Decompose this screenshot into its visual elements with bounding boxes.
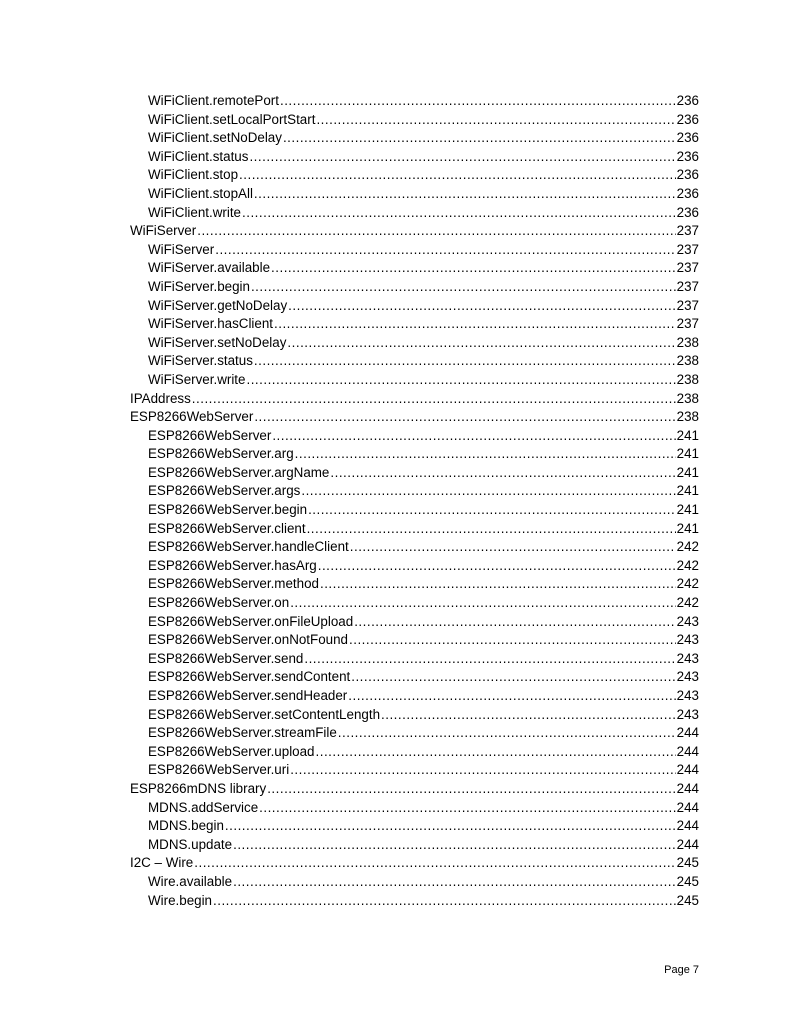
toc-entry-page: 237 [676, 241, 699, 257]
toc-dot-leader [316, 111, 675, 130]
toc-entry-page: 236 [676, 185, 699, 201]
toc-entry[interactable] [130, 594, 699, 613]
toc-dot-leader [280, 92, 676, 111]
toc-entry-title: ESP8266WebServer.arg [148, 446, 294, 462]
toc-dot-leader [233, 836, 676, 855]
toc-entry[interactable] [130, 148, 699, 167]
toc-entry[interactable] [130, 538, 699, 557]
toc-entry-title: Wire.begin [148, 892, 213, 908]
toc-entry[interactable] [130, 520, 699, 539]
toc-entry[interactable] [130, 650, 699, 669]
toc-entry[interactable] [130, 817, 699, 836]
toc-dot-leader [290, 761, 675, 780]
toc-entry[interactable] [130, 464, 699, 483]
toc-entry-page: 238 [676, 353, 699, 369]
toc-entry-title: ESP8266WebServer.method [148, 576, 319, 592]
toc-entry-page: 237 [676, 260, 699, 276]
toc-entry-page: 243 [676, 613, 699, 629]
toc-entry[interactable] [130, 427, 699, 446]
toc-entry-page: 237 [676, 223, 699, 239]
toc-entry-page: 245 [676, 855, 699, 871]
toc-dot-leader [246, 371, 675, 390]
toc-dot-leader [350, 538, 676, 557]
toc-entry-title: ESP8266WebServer.onNotFound [148, 632, 348, 648]
toc-entry-title: ESP8266WebServer.begin [148, 502, 308, 518]
toc-entry-title: WiFiServer [130, 223, 197, 239]
toc-entry-page: 244 [676, 836, 699, 852]
toc-entry-title: ESP8266WebServer.onFileUpload [148, 613, 354, 629]
toc-entry[interactable] [130, 836, 699, 855]
toc-entry-title: ESP8266WebServer.handleClient [148, 539, 349, 555]
toc-entry-title: WiFiServer.hasClient [148, 316, 274, 332]
toc-entry-title: ESP8266WebServer.hasArg [148, 557, 317, 573]
toc-entry-page: 244 [676, 762, 699, 778]
toc-entry[interactable] [130, 854, 699, 873]
toc-dot-leader [316, 743, 676, 762]
toc-dot-leader [271, 259, 676, 278]
toc-entry[interactable] [130, 743, 699, 762]
toc-entry-page: 244 [676, 818, 699, 834]
toc-dot-leader [308, 501, 676, 520]
toc-entry-page: 243 [676, 669, 699, 685]
toc-entry-title: WiFiClient.stop [148, 167, 239, 183]
toc-entry-title: WiFiServer.available [148, 260, 271, 276]
toc-entry[interactable] [130, 706, 699, 725]
toc-dot-leader [304, 650, 675, 669]
toc-entry[interactable] [130, 761, 699, 780]
toc-entry-title: WiFiClient.stopAll [148, 185, 253, 201]
toc-entry-title: WiFiServer.getNoDelay [148, 297, 288, 313]
toc-entry-title: ESP8266WebServer [130, 409, 254, 425]
toc-entry-page: 241 [676, 446, 699, 462]
toc-entry-title: WiFiClient.status [148, 148, 249, 164]
toc-dot-leader [349, 631, 676, 650]
toc-dot-leader [213, 892, 676, 911]
toc-entry[interactable] [130, 204, 699, 223]
toc-entry[interactable] [130, 613, 699, 632]
toc-entry-title: MDNS.begin [148, 818, 224, 834]
toc-entry-title: ESP8266WebServer.setContentLength [148, 706, 381, 722]
toc-entry-page: 241 [676, 483, 699, 499]
toc-dot-leader [295, 445, 676, 464]
toc-entry-page: 244 [676, 799, 699, 815]
toc-entry-page: 236 [676, 93, 699, 108]
toc-entry-page: 236 [676, 130, 699, 146]
toc-dot-leader [272, 427, 675, 446]
toc-dot-leader [254, 408, 675, 427]
toc-entry[interactable] [130, 780, 699, 799]
toc-entry[interactable] [130, 873, 699, 892]
toc-dot-leader [225, 817, 676, 836]
toc-entry-title: WiFiClient.remotePort [148, 93, 279, 108]
toc-entry[interactable] [130, 222, 699, 241]
toc-entry[interactable] [130, 352, 699, 371]
toc-entry-page: 236 [676, 204, 699, 220]
toc-entry-title: WiFiClient.write [148, 204, 241, 220]
toc-entry-title: WiFiServer [148, 241, 215, 257]
toc-entry-title: MDNS.update [148, 836, 233, 852]
toc-dot-leader [267, 780, 675, 799]
toc-dot-leader [351, 668, 675, 687]
toc-dot-leader [251, 278, 676, 297]
toc-entry-page: 243 [676, 650, 699, 666]
toc-entry-title: ESP8266WebServer.upload [148, 743, 315, 759]
toc-entry-page: 237 [676, 278, 699, 294]
toc-entry-title: ESP8266WebServer.on [148, 595, 290, 611]
toc-entry-title: Wire.available [148, 873, 233, 889]
toc-entry-title: WiFiServer.status [148, 353, 253, 369]
toc-entry[interactable] [130, 631, 699, 650]
toc-entry-title: ESP8266mDNS library [130, 780, 267, 796]
toc-entry[interactable] [130, 278, 699, 297]
toc-entry-title: WiFiServer.begin [148, 278, 250, 294]
toc-entry-page: 242 [676, 557, 699, 573]
toc-entry[interactable] [130, 482, 699, 501]
toc-entry-title: IPAddress [130, 390, 191, 406]
toc-dot-leader [288, 297, 676, 316]
toc-entry[interactable] [130, 687, 699, 706]
toc-entry[interactable] [130, 892, 699, 911]
toc-entry-page: 243 [676, 706, 699, 722]
toc-dot-leader [274, 315, 676, 334]
toc-entry-page: 241 [676, 520, 699, 536]
toc-entry-page: 236 [676, 167, 699, 183]
toc-entry-title: ESP8266WebServer.args [148, 483, 301, 499]
toc-entry[interactable] [130, 334, 699, 353]
toc-entry-page: 244 [676, 743, 699, 759]
toc-dot-leader [348, 687, 675, 706]
toc-entry[interactable] [130, 557, 699, 576]
toc-dot-leader [283, 129, 676, 148]
toc-dot-leader [318, 557, 676, 576]
toc-entry[interactable] [130, 241, 699, 260]
toc-entry-page: 245 [676, 873, 699, 889]
toc-dot-leader [194, 854, 675, 873]
toc-dot-leader [233, 873, 676, 892]
toc-entry-title: WiFiServer.setNoDelay [148, 334, 287, 350]
toc-dot-leader [320, 575, 676, 594]
toc-entry-page: 236 [676, 111, 699, 127]
toc-entry-page: 237 [676, 316, 699, 332]
toc-entry-title: ESP8266WebServer [148, 427, 272, 443]
toc-entry-page: 238 [676, 371, 699, 387]
toc-entry-page: 244 [676, 780, 699, 796]
toc-entry-page: 237 [676, 297, 699, 313]
toc-entry-page: 243 [676, 688, 699, 703]
toc-dot-leader [354, 613, 675, 632]
toc-entry[interactable] [130, 297, 699, 316]
toc-entry[interactable] [130, 315, 699, 334]
toc-entry[interactable] [130, 166, 699, 185]
toc-dot-leader [290, 594, 675, 613]
toc-entry-title: ESP8266WebServer.client [148, 520, 306, 536]
toc-entry-page: 244 [676, 725, 699, 741]
toc-entry[interactable] [130, 724, 699, 743]
toc-entry-title: ESP8266WebServer.streamFile [148, 725, 337, 741]
toc-entry[interactable] [130, 501, 699, 520]
table-of-contents [130, 92, 699, 910]
toc-entry-page: 242 [676, 576, 699, 592]
toc-entry-title: ESP8266WebServer.sendContent [148, 669, 351, 685]
toc-entry-title: ESP8266WebServer.uri [148, 762, 290, 778]
toc-entry[interactable] [130, 371, 699, 390]
toc-dot-leader [259, 799, 676, 818]
toc-entry[interactable] [130, 111, 699, 130]
toc-entry[interactable] [130, 575, 699, 594]
toc-entry-page: 241 [676, 427, 699, 443]
toc-entry[interactable] [130, 259, 699, 278]
toc-entry-page: 242 [676, 595, 699, 611]
toc-entry-title: WiFiClient.setLocalPortStart [148, 111, 316, 127]
toc-dot-leader [330, 464, 675, 483]
toc-dot-leader [239, 166, 676, 185]
toc-entry[interactable] [130, 185, 699, 204]
toc-entry-title: I2C – Wire [130, 855, 194, 871]
toc-entry[interactable] [130, 668, 699, 687]
toc-entry-page: 241 [676, 502, 699, 518]
toc-dot-leader [338, 724, 676, 743]
toc-dot-leader [197, 222, 675, 241]
toc-dot-leader [215, 241, 675, 260]
toc-entry-title: MDNS.addService [148, 799, 259, 815]
toc-dot-leader [249, 148, 675, 167]
toc-dot-leader [381, 706, 676, 725]
toc-entry-page: 243 [676, 632, 699, 648]
toc-entry[interactable] [130, 129, 699, 148]
toc-entry-page: 242 [676, 539, 699, 555]
toc-entry-page: 236 [676, 148, 699, 164]
toc-entry-title: ESP8266WebServer.sendHeader [148, 688, 348, 703]
toc-dot-leader [254, 185, 676, 204]
toc-entry-title: WiFiClient.setNoDelay [148, 130, 282, 146]
toc-dot-leader [254, 352, 676, 371]
toc-dot-leader [242, 204, 676, 223]
toc-entry[interactable] [130, 445, 699, 464]
toc-entry-title: WiFiServer.write [148, 371, 246, 387]
page-number: Page 7 [664, 964, 699, 976]
toc-entry-title: ESP8266WebServer.send [148, 650, 304, 666]
toc-dot-leader [287, 334, 675, 353]
toc-entry-page: 238 [676, 409, 699, 425]
toc-entry-page: 238 [676, 390, 699, 406]
toc-entry[interactable] [130, 390, 699, 409]
toc-entry[interactable] [130, 92, 699, 111]
toc-dot-leader [301, 482, 675, 501]
toc-entry[interactable] [130, 408, 699, 427]
toc-dot-leader [307, 520, 676, 539]
toc-entry-page: 238 [676, 334, 699, 350]
toc-entry-page: 245 [676, 892, 699, 908]
toc-entry[interactable] [130, 799, 699, 818]
toc-dot-leader [192, 390, 676, 409]
toc-entry-title: ESP8266WebServer.argName [148, 464, 330, 480]
toc-entry-page: 241 [676, 464, 699, 480]
